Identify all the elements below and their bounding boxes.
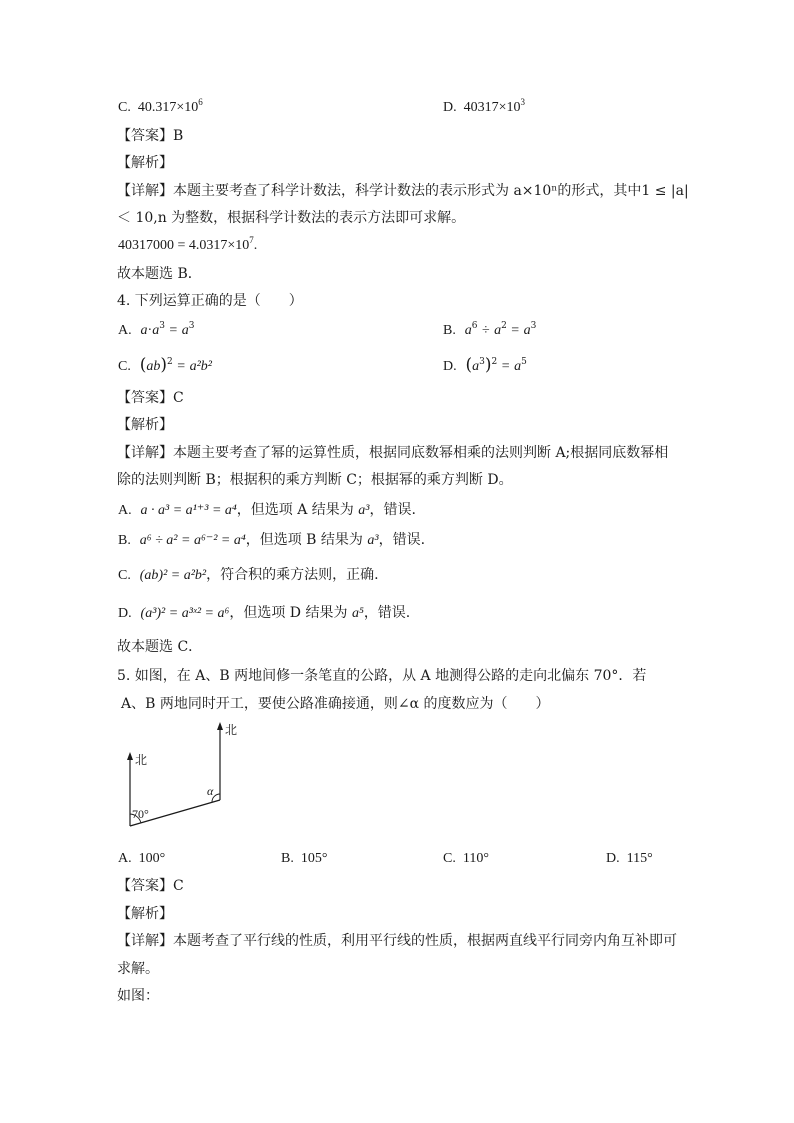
q5-detail-line1: 【详解】本题考查了平行线的性质，利用平行线的性质，根据两直线平行同旁内角互补即可 [117, 933, 677, 949]
q5-stem-line1: 5. 如图，在 A、B 两地间修一条笔直的公路，从 A 地测得公路的走向北偏东 70°．若 [117, 668, 647, 684]
q3-option-c: C. $40.317\times 10^6$ [118, 97, 203, 115]
q4-answer: 【答案】C [117, 390, 184, 406]
q4-detail-line2: 除的法则判断 B；根据积的乘方判断 C；根据幂的乘方判断 D。 [117, 472, 513, 488]
arrowhead-right-icon [217, 722, 223, 730]
q5-detail-line2: 求解。 [117, 961, 159, 977]
q5-option-a: A. 100° [118, 851, 166, 866]
q4-step-c: C. (ab)² = a²b²，符合积的乘方法则，正确. [118, 567, 379, 583]
q3-detail-line2: ＜ 10,n 为整数，根据科学计数法的表示方法即可求解。 [117, 210, 466, 226]
q5-option-c: C. 110° [443, 851, 489, 866]
q3-detail-line1: 【详解】本题主要考查了科学计数法，科学计数法的表示形式为 a×10ⁿ的形式，其中1 ≤ |a| [117, 183, 689, 199]
q3-answer: 【答案】B [117, 128, 184, 144]
q4-stem: 4. 下列运算正确的是（ ） [117, 293, 303, 309]
north-label-left: 北 [135, 753, 148, 767]
q4-detail-line1: 【详解】本题主要考查了幂的运算性质，根据同底数幂相乘的法则判断 A;根据同底数幂相 [117, 445, 669, 461]
q3-conclusion: 故本题选 B． [117, 266, 202, 282]
q3-option-d: D. $40317\times 10^3$ [443, 97, 526, 115]
q4-step-b: B. a⁶ ÷ a² = a⁶⁻² = a⁴，但选项 B 结果为 a³，错误. [118, 532, 426, 548]
q5-figure-intro: 如图： [117, 988, 159, 1004]
q5-option-d: D. 115° [606, 851, 653, 866]
q5-diagram [112, 720, 252, 840]
q4-step-d: D. (a³)² = a³ˣ² = a⁶，但选项 D 结果为 a⁵，错误. [118, 605, 411, 621]
q4-option-b: B. $a^6 \div a^2 = a^3$ [443, 321, 537, 338]
arrowhead-left-icon [127, 752, 133, 760]
q3-calculation: $40317000 = 4.0317\times 10^7$. [118, 235, 258, 253]
q5-stem-line2: A、B 两地同时开工，要使公路准确接通，则∠α 的度数应为（ ） [121, 696, 550, 712]
q3-analysis-heading: 【解析】 [117, 155, 173, 171]
q5-analysis-heading: 【解析】 [117, 906, 173, 922]
q4-conclusion: 故本题选 C． [117, 639, 203, 655]
q4-option-a: A. $a\cdot a^3 = a^3$ [118, 321, 195, 338]
q4-option-c: C. (ab)$^2$ = a²b² [118, 355, 212, 375]
alpha-label: α [207, 784, 214, 798]
north-label-right: 北 [225, 723, 238, 737]
q5-option-b: B. 105° [281, 851, 328, 866]
q4-option-d: D. $(a^3)^2 = a^5$ [443, 355, 527, 375]
q4-step-a: A. a · a³ = a¹⁺³ = a⁴，但选项 A 结果为 a³，错误. [118, 502, 416, 518]
q4-analysis-heading: 【解析】 [117, 417, 173, 433]
angle-70-label: 70° [132, 807, 149, 821]
q5-answer: 【答案】C [117, 878, 184, 894]
